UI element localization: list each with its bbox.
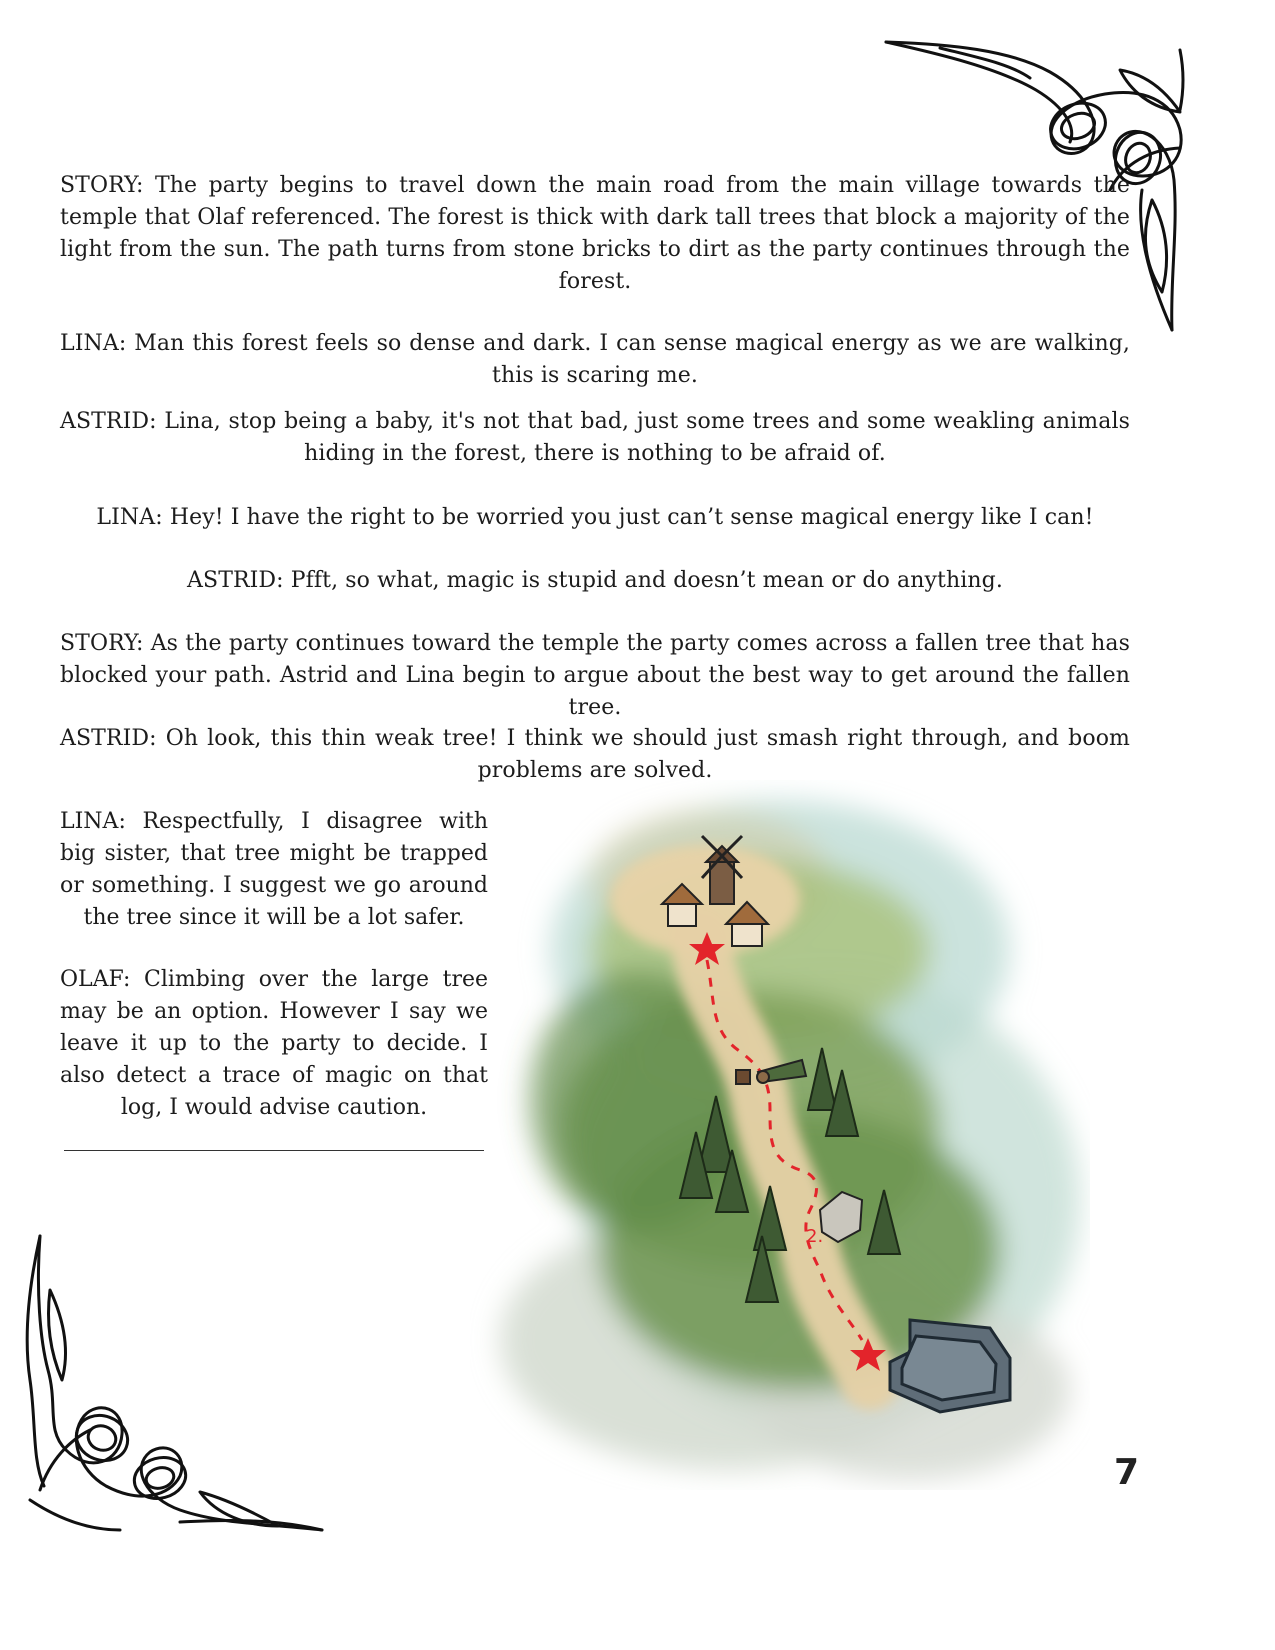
astrid-dialogue-1: ASTRID: Lina, stop being a baby, it's not that bad, just some trees and some weakling animals hiding in the forest, there is nothing to be afraid of. [60,409,1130,466]
astrid-dialogue-2: ASTRID: Pfft, so what, magic is stupid and doesn’t mean or do anything. [187,568,1003,593]
separator-line [64,1150,484,1151]
story-paragraph-1: STORY: The party begins to travel down the main road from the main village towards the temple that Olaf referenced. The forest is thick with dark tall trees that block a majority of the light from the sun. The path turns from stone bricks to dirt as the party continues through the forest. [60,173,1130,294]
celtic-knot-corner-bottom-left-icon [10,1230,330,1540]
lina-dialogue-2: LINA: Hey! I have the right to be worried you just can’t sense magical energy like I can! [96,505,1094,530]
forest-route-map [470,780,1090,1490]
lina-dialogue-3: LINA: Respectfully, I disagree with big sister, that tree might be trapped or something. I suggest we go around the tree since it will be a lot safer. [60,809,488,930]
astrid-dialogue-3: ASTRID: Oh look, this thin weak tree! I think we should just smash right through, and boom problems are solved. [60,726,1130,783]
page-number: 7 [1114,1452,1140,1493]
story-paragraph-2: STORY: As the party continues toward the temple the party comes across a fallen tree that has blocked your path. Astrid and Lina begin to argue about the best way to get around the fallen tree. [60,631,1130,720]
olaf-dialogue-1: OLAF: Climbing over the large tree may be an option. However I say we leave it up to the party to decide. I also detect a trace of magic on that log, I would advise caution. [60,967,488,1120]
map-marker-label: 2. [806,1226,824,1247]
lina-dialogue-1: LINA: Man this forest feels so dense and dark. I can sense magical energy as we are walking, this is scaring me. [60,331,1130,388]
